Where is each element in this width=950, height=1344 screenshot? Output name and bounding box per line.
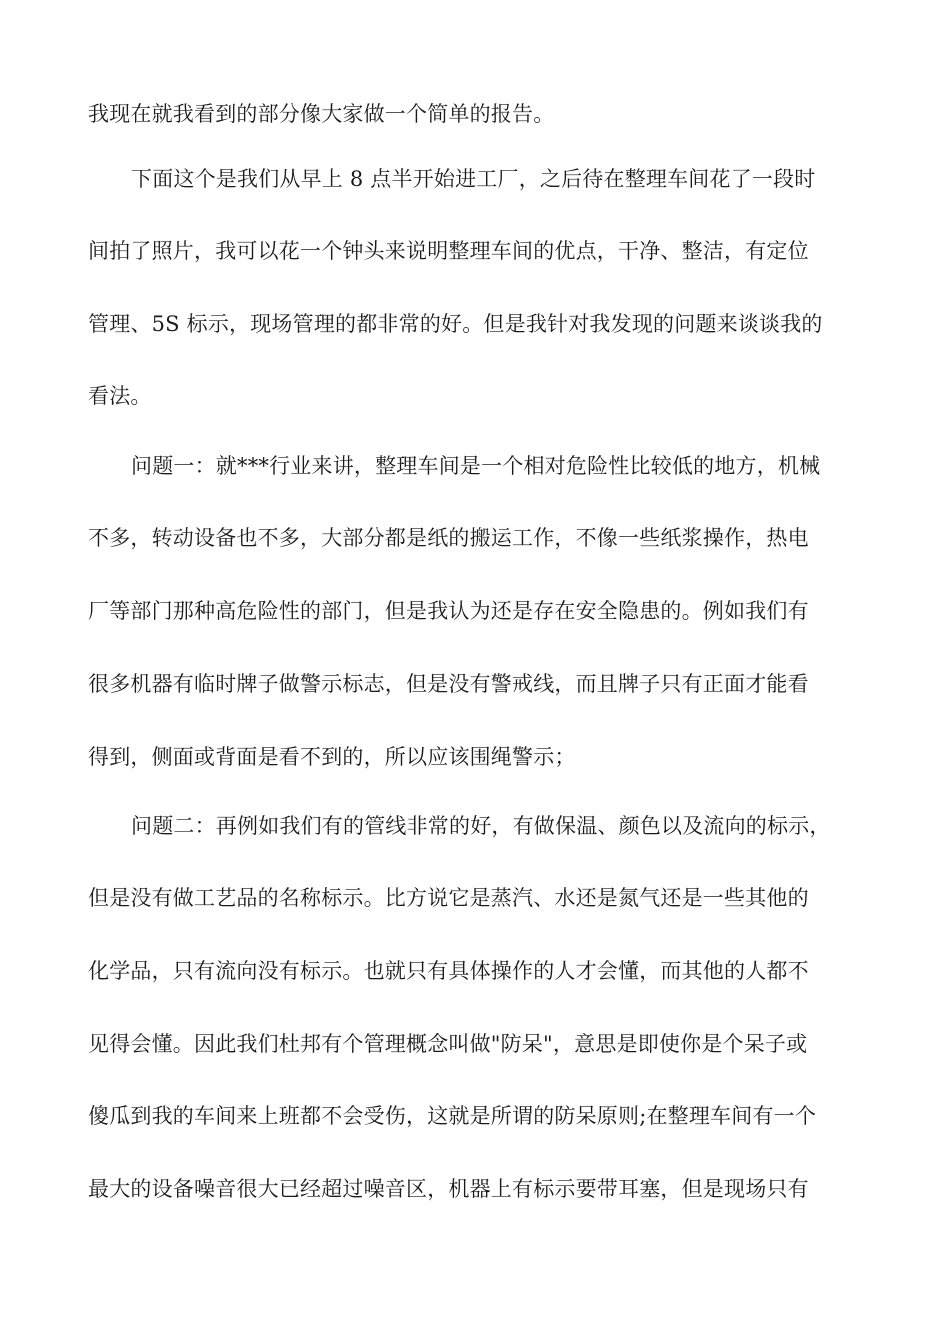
text-line: 化学品，只有流向没有标示。也就只有具体操作的人才会懂，而其他的人都不	[88, 959, 809, 983]
text-line: 厂等部门那种高危险性的部门，但是我认为还是存在安全隐患的。例如我们有	[88, 599, 809, 623]
text-line: 我现在就我看到的部分像大家做一个简单的报告。	[88, 102, 555, 126]
text-line: 很多机器有临时牌子做警示标志，但是没有警戒线，而且牌子只有正面才能看	[88, 672, 809, 696]
text-line: 但是没有做工艺品的名称标示。比方说它是蒸汽、水还是氮气还是一些其他的	[88, 886, 809, 910]
paragraph-start-line: 下面这个是我们从早上 8 点半开始进工厂，之后待在整理车间花了一段时	[131, 167, 816, 191]
text-line: 不多，转动设备也不多，大部分都是纸的搬运工作，不像一些纸浆操作，热电	[88, 526, 809, 550]
text-line: 间拍了照片，我可以花一个钟头来说明整理车间的优点，干净、整洁，有定位	[88, 239, 809, 263]
text-line: 傻瓜到我的车间来上班都不会受伤，这就是所谓的防呆原则;在整理车间有一个	[88, 1104, 817, 1128]
question-two-line: 问题二：再例如我们有的管线非常的好，有做保温、颜色以及流向的标示，	[131, 814, 831, 838]
text-line: 看法。	[88, 384, 152, 408]
text-line: 管理、5S 标示，现场管理的都非常的好。但是我针对我发现的问题来谈谈我的	[88, 312, 823, 336]
text-line: 得到，侧面或背面是看不到的，所以应该围绳警示；	[88, 745, 576, 769]
text-line: 见得会懂。因此我们杜邦有个管理概念叫做"防呆"，意思是即使你是个呆子或	[88, 1032, 808, 1056]
question-one-line: 问题一：就***行业来讲，整理车间是一个相对危险性比较低的地方，机械	[131, 454, 821, 478]
text-line: 最大的设备噪音很大已经超过噪音区，机器上有标示要带耳塞，但是现场只有	[88, 1177, 809, 1201]
